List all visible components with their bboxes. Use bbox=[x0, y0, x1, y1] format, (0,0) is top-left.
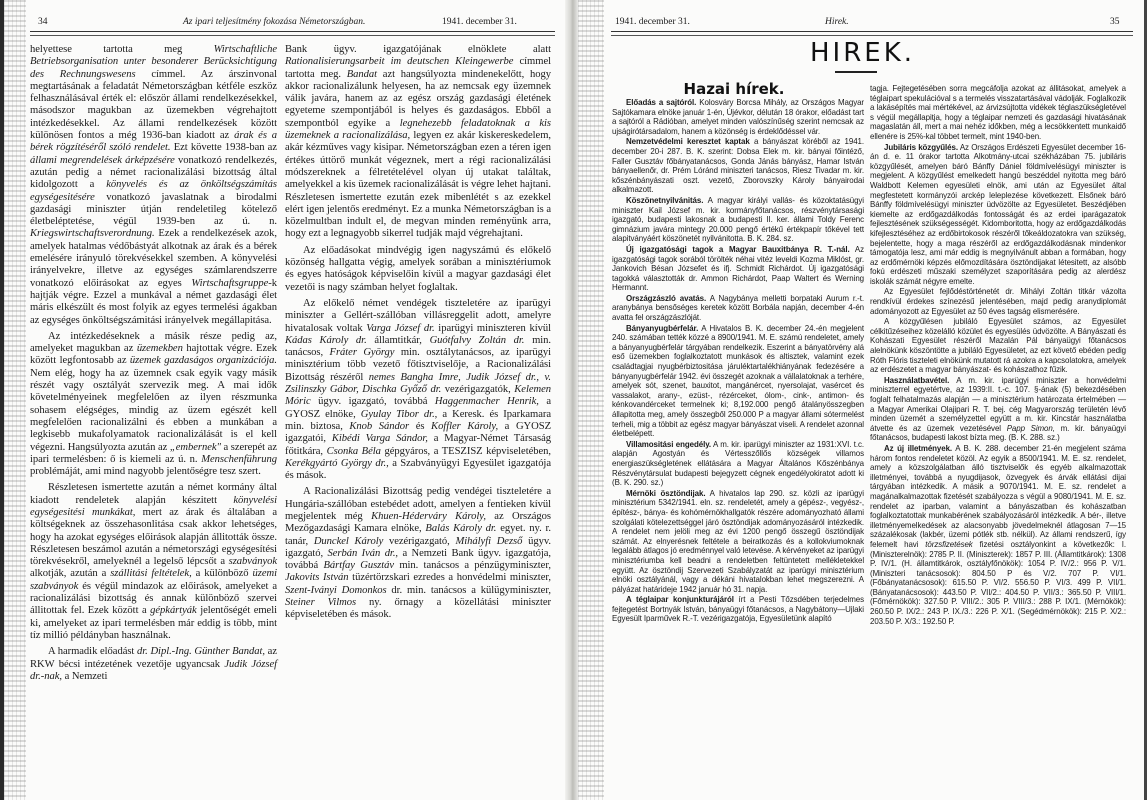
body-text: Az intézkedéseknek a másik része pedig az, amelyeket magukban az bbox=[30, 330, 277, 355]
body-text: ügyv. igazgató, továbbá bbox=[310, 396, 435, 408]
running-head bbox=[38, 17, 558, 31]
body-text: alkotják, azután a bbox=[30, 568, 111, 580]
body-text: A hivatalos lap 290. sz. közli az iparügyi minisztérium 5342/1941. eln. sz. rendeletét, amely a gépész-, vegyész-, építész-, bánya- és kohómérnökhallgatók részére adományozható állami szolgálati kötelezettséggel járó ösztöndijak adományozásáról intézkedik. A rendelet nem jelöli meg az évi 1200 pengő összegű ösztöndijak számát. Az elnyerésnek feltétele a beiratkozás és a kollokviumoknak legalább átlagos jó eredménnyel való letevése. A kérvényeket az iparügyi minisztériumba kell beadni a rendeletben feltüntetett mellékletekkel együtt. Az ösztöndij Szervezeti Szabályzatát az iparügyi minisztérium elnöki osztályánál, vagy a dékáni hivatalokban lehet megszerezni. A pályázat határideje 1942 január hó 31. napja. bbox=[612, 488, 864, 594]
emphasis-text: „embernek" bbox=[169, 441, 221, 453]
paragraph bbox=[30, 331, 277, 479]
header-rule bbox=[30, 31, 555, 36]
paragraph bbox=[870, 317, 1126, 375]
body-text: a Nemzeti Bank ügyv. igazgatója, továbbá bbox=[285, 547, 551, 572]
paragraph-heading: Előadás a sajtóról. bbox=[626, 98, 697, 107]
emphasis-text: Menschenführung bbox=[201, 453, 277, 465]
left-page bbox=[0, 0, 565, 800]
body-text: hajtottak végre. Ezek között legfontosabb az bbox=[30, 343, 277, 367]
body-text: min. osztálytanácsos, az iparügyi minisztérium több vezető főtisztviselője, a Racionalizálási Bizottság részéről bbox=[285, 347, 552, 383]
body-text: államtitkár, bbox=[366, 334, 430, 346]
body-text: a szerepét az ipari termelésben: ő is kiemeli az ú. n. bbox=[30, 441, 277, 465]
issue-date: 1941. december 31. bbox=[442, 17, 517, 27]
paragraph-heading: Villamositási engedély. bbox=[626, 439, 712, 449]
body-text: legyen ez akár kiskereskedelem, akár kézműves vagy kisipar. Németországban ezen a téren igen értékes úttörő munkát végeznek, mert a régi racionalizálási módszereknek a félretételével olyan új utakat találtak, amelyekkel a kis üzemek racionalizálását is végre lehet hajtani. Részletesen ismertette ezután ezek mibenlétét s az ezekkel elért igen jelentős eredményt. Ez a munka Németországban is a közelmultban indult el, de megvan minden reményünk arra, hogy ezt a legnagyobb sikerrel tudják majd végrehajtani. bbox=[285, 130, 551, 240]
paragraph bbox=[285, 44, 551, 241]
emphasis-text: állami megrendelések árképzésére bbox=[30, 154, 175, 166]
title-rule bbox=[835, 71, 877, 73]
body-text: a bányászat köréből az 1941. december 20-i 287. B. K. szerint: Dobsa Elek m. kir. bányai főintéző, Faller Gusztáv főbányatanácsos, Gonda Jánás bányász, Hamar István bányaellenőr, dr. Prém Lóránd miniszteri tanácsos, Riesz Tivadar m. kir. kőszénbányászati oszt. vezető, Zborovszky Károly bányairodai alkalmazott. bbox=[612, 137, 864, 195]
emphasis-text: Knob Sándor bbox=[349, 420, 410, 432]
paragraph bbox=[612, 98, 864, 136]
body-text: jelentőségét emeli ki, amelyeket az ipari termelésben már eddig is több, mint tíz millió példányban használnak. bbox=[30, 605, 277, 641]
body-text: a GYOSZ igazgatói, bbox=[285, 420, 552, 445]
body-text: iparügyi miniszteren kívül bbox=[434, 322, 551, 334]
body-text: Ezek a rendelkezések azok, amelyek hatalmas védőbástyát alkotnak az árak és a bérek emelésére irányuló törekvésekkel szemben. A könyvelési irányelvekre, illetve az egységes számlarendszerre vonatkozó előirásokat az egyes bbox=[30, 228, 277, 289]
emphasis-text: nemes Bangha Imre, Judik József dr., v. Zsilinszky Gábor, Dischka Győző dr. bbox=[285, 371, 551, 396]
section-main-title: HIREK. bbox=[809, 38, 916, 68]
paragraph-heading: A téglaipar konjunkturájáról bbox=[626, 595, 734, 605]
subsection-title: Hazai hírek. bbox=[683, 80, 785, 98]
text-column-2 bbox=[285, 44, 551, 626]
body-text: Bank ügyv. igazgatójának elnöklete alatt bbox=[285, 44, 551, 55]
body-text: Az Országos Erdészeti Egyesület december 16-án d. e. 11 órakor tartotta Alkotmány-utcai székházában 75. jubiláris közgyűlését, amelyen báró Bánffy Dániel földmívelésügyi miniszter is megjelent. A közgyűlést emelkedett hangú beszéddel nyitotta meg báró Waldbott Kelemen egyesületi elnök, ami után az Egyesület által megfestetett kormányzói arckép leleplezése következett. Elsőnek báró Bánffy földmívelésügyi miniszter üdvözölte az Egyesületet. Beszédjében kiemelte az erdőgazdálkodás fontosságát és az erdei iparágazatok fejlesztésének szükségességét. Kidomboritotta, hogy az erdőgazdálkodás kifejlesztéséhez az erdőbirtokosok részéről tőkeáldozatokra van szükség, bejelentette, hogy a maga részéről az erdőgazdálkodásnak mindenkor támogatója lesz, ami már eddig is megnyilvánult abban a formában, hogy az erdőmérnöki képzés előmozdítására ösztöndijakat létesitett, az alsóbb fokú erdészeti műszaki személyzet szaporítására pedig az alerdész iskolák számát négyre emelte. bbox=[870, 142, 1126, 286]
emphasis-text: szállitási feltételek, bbox=[110, 568, 192, 580]
body-text: az Országos Mezőgazdasági Kamara elnöke, bbox=[285, 510, 551, 535]
body-text: vezérigazgató, bbox=[383, 535, 456, 547]
paragraph bbox=[612, 137, 864, 195]
body-text: és végül mindazok az előirások, amelyeket a racionalizálási bizottság és annak különböző szervei állitottak fel. Ezek között a bbox=[30, 580, 277, 617]
body-text: min. tanácsos a pénzügyminiszter, bbox=[394, 560, 551, 572]
emphasis-text: Csonka Béla bbox=[326, 445, 381, 457]
page-number: 35 bbox=[1110, 17, 1120, 27]
body-text: ny. őrnagy a közellátási miniszter képviseletében és mások. bbox=[285, 597, 551, 621]
emphasis-text: üzemekben bbox=[136, 343, 183, 355]
paragraph-heading: Használatbavétel. bbox=[884, 375, 950, 385]
emphasis-text: árak és a bérek rögzítéséről szóló rendelet. bbox=[30, 130, 277, 154]
emphasis-text: Judik József dr.-nak, bbox=[30, 658, 277, 682]
body-text: Részletesen ismertette azután a német kormány által kiadott rendeletek alapján készitett bbox=[30, 482, 277, 506]
body-text: ügyv. igazgató, bbox=[285, 535, 551, 559]
body-text: Az előkelő német vendégek tiszteletére az iparügyi miniszter a Gellért-szállóban villásreggelit adott, amelyre hivatalosak voltak bbox=[285, 297, 551, 334]
emphasis-text: üzemi szabványok bbox=[30, 568, 277, 592]
body-text: Az igazgatósági tagok sorából törölték néhai vitéz leveldi Kozma Miklóst, gr. Jankovich Bésan Józsefet és ifj. Schmidt Richárdot. Új igazgatósági tagokká választották dr. Ammon Richárdot, Paap Waltert és Werning Hermannt. bbox=[612, 244, 864, 293]
body-text: a Magyar-Német Társaság főtitkára, bbox=[285, 433, 552, 457]
paragraph-heading: Mérnöki ösztöndijak. bbox=[626, 488, 706, 498]
emphasis-text: üzemek gazdaságos organizációja. bbox=[129, 355, 277, 367]
body-text: A m. kir. iparügyi miniszter a honvédelmi miniszterrel egyetértve, az 1939:II. t.-c. 107. §-ának (5) bekezdésében foglalt felhatalmazás alapján — a minisztérium határozata értelmében — a Magyar Amerikai Olajipari R. T. bej. cég Magyarország területén lévő minden üzemét a személyzettel együtt a m. kir. Kincstár használatba átvette és az üzemek vezetésével bbox=[870, 375, 1126, 433]
paragraph-heading: Köszönetnyilvánitás. bbox=[626, 195, 704, 205]
body-text: a Szabványügyi Egyesület igazgatója és mások. bbox=[285, 457, 551, 482]
emphasis-text: Guótfalvy Zoltán dr. bbox=[429, 334, 525, 346]
running-title: Az ipari teljesítmény fokozása Németországban. bbox=[183, 17, 366, 27]
paragraph bbox=[30, 482, 277, 642]
emphasis-text: Serbán Iván dr., bbox=[327, 547, 399, 559]
paragraph bbox=[612, 245, 864, 293]
paragraph bbox=[612, 440, 864, 488]
body-text: A B. K. 288. december 21-én megjelent száma három fontos rendeletet közöl. Az egyik a 8500/1941. M. E. sz. rendelet, amely a közszolgálatban álló tisztviselők és egyéb alkalmazottak illetményei, továbbá a nyugdijasok, özvegyek és árvák ellátási dijai tárgyában intézkedik. A másik a 9070/1941. M. E. sz. rendelet a magánalkalmazottak fizetését szabályozza s végül a 9080/1941. M. E. sz. rendelet az iparban, valamint a bányászatban és kohászatban foglalkoztatottak munkabérének szabályozásáról intézkedik. A bér-, illetve illetményemelkedések az alacsonyabb jövedelmeknél átlagosan 7—15 százalékosak (lakbér, üzemi pótlék stb. nélkül). Az állami rendszerű, így felemelt havi bbox=[870, 443, 1126, 549]
emphasis-text: Wirtschaftsgruppe bbox=[191, 277, 269, 289]
body-text: Az előadásokat mindvégig igen nagyszámú és előkelő közönség hallgatta végig, amelyek sorában a minisztériumok és egyes hatóságok képviselőin kívül a magyar gazdasági élet vezetői is nagy számban helyet foglaltak. bbox=[285, 244, 551, 293]
emphasis-text: Dunckel Károly bbox=[313, 535, 384, 547]
body-text: mert az árak és általában a költségeknek az összehasonlitása csak akkor lehetséges, hogy ha azokat egységes előirások alapján állitották össze. Részletesen beszámol azután a németországi egységesítési törekvésekről, amelyeknél a legelső lépcsőt a bbox=[30, 506, 277, 568]
body-text: Az Egyesület fejlődéstörténetét dr. Mihályi Zoltán titkár vázolta rendkívül érdekes színezésű jelentésében, majd pedig aranydiplomát adományozott az Egyesület az 50 éves tagság elismerésére. bbox=[870, 287, 1126, 316]
emphasis-text: Balás Károly dr. bbox=[425, 523, 497, 535]
body-text: Ezt követte 1938-ban az bbox=[170, 142, 277, 154]
emphasis-text: Steiner Vilmos bbox=[285, 597, 357, 609]
paragraph bbox=[30, 44, 277, 327]
body-text: A közgyűlésen jubiláló Egyesület számos, az Egyesület célkitűzéseihez közelálló közület és egyesülés üdvözölte. A Bányászati és Kohászati Egyesület részéről Mazalán Pál bányaügyi főtanácsos alelnökünk köszöntötte a jubiláló Egyesületet, az ezt követő ebéden pedig Róth Flóris tiszteleti elnökünk mutatott rá azokra a kapcsolatokra, amelyek az erdészetet a magyar bányászat- és kohászathoz fűzik. bbox=[870, 317, 1126, 375]
body-text: problémáját, ami mind nagyobb jelentőségre tesz szert. bbox=[30, 466, 261, 478]
paragraph bbox=[612, 294, 864, 323]
body-text: a különböző bbox=[191, 568, 253, 580]
body-text: Kolosváry Borcsa Mihály, az Országos Magyar Sajtókamara elnöke január 1-én, Újévkor, délután 18 órakor, előadást tart a sajtóról a Rádióban, amelyet minden valószínűség szerint nemcsak az ujságirótársadalom, hanem a közönség is érdeklődéssel vár. bbox=[612, 98, 864, 136]
book-gutter bbox=[565, 0, 578, 800]
emphasis-text: Mihályfi Dezső bbox=[455, 535, 523, 547]
paragraph bbox=[612, 489, 864, 595]
paragraph bbox=[870, 376, 1126, 443]
emphasis-text: könyvelés és az önköltségszámítás egységesitésére bbox=[30, 179, 278, 203]
paragraph-heading: Az új illetmények. bbox=[884, 443, 953, 453]
emphasis-text: könyvelési egységesitési munkákat, bbox=[30, 494, 277, 518]
emphasis-text: Papp Simon, bbox=[1006, 423, 1055, 433]
paragraph bbox=[612, 324, 864, 439]
body-text: A Hivatalos B. K. december 24.-én megjelent 240. számában tették közzé a 8900/1941. M. E. számú rendeletet, amely a bányanyugbérfelár tárgyában rendelkezik. Eszerint a bányatörvény alá eső üzemekben foglalkoztatott munkások és altisztek, valamint ezek családtagjai nyugbérbiztositása járuléktartalékhiányának fedezésére a bányanyugbérfelár 1942. évi összegét azoknak a vállalatoknak a terhére, amelyek sót, szenet, bauxitot, mangánércet, nyersolajat, vasércet és vassalakot, arany-, ezüst-, rézérceket, ólom-, cink-, antimon- és kénkovandérceket termelnek ki; 8,192.000 pengő átalányösszegben állapitotta meg, amely összegből 250.000 P a magyar állami sótermelést terheli, mig a többit az egész magyar bányászat viseli. A rendelet azonnal életbelépett. bbox=[612, 323, 864, 439]
body-text: gépgyáros, a TESZISZ képviseletében, bbox=[380, 445, 551, 457]
emphasis-text: Khuen-Héderváry Károly, bbox=[371, 510, 486, 522]
paragraph bbox=[285, 298, 551, 482]
page-number: 34 bbox=[38, 17, 48, 27]
emphasis-text: Bártfay Gusztáv bbox=[323, 560, 395, 572]
body-text: Nem elég, hogy ha az üzemnek csak egyik vagy másik részét vagy osztályát szervezik meg. A mai idők követelményeinek megfelelően az ilyen részmunka sohasem elégséges, mindig az üzem egészét kell megfelelően racionalizálni és ebben a munkában a legkisebb mukafolyamatok racionalizálását is el kell végezni. Hangsúlyozta azután az bbox=[30, 367, 277, 453]
paragraph bbox=[30, 646, 277, 683]
emphasis-text: Gyulay Tibor dr., bbox=[360, 408, 438, 420]
emphasis-text: legnehezebb feladatoknak a kis üzemeknek a racionalizálása, bbox=[285, 117, 551, 142]
body-text: A magyar királyi vallás- és közoktatásügyi miniszter Kail József m. kir. kormányfőtanácsos, részvénytársasági igazgató, budapesti lakosnak a budapesti II. ker. állami Toldy Ferenc gimnázium javára mintegy 20.000 pengő értékű értékpapír tőkével tett alapitványáért köszönetét nyilvánitotta. B. K. 284. sz. bbox=[612, 195, 864, 244]
paragraph-heading: Bányanyugbérfelár. bbox=[626, 323, 699, 333]
paragraph bbox=[870, 143, 1126, 287]
body-text: a Nemzeti bbox=[61, 670, 108, 682]
paragraph bbox=[285, 245, 551, 294]
paragraph bbox=[870, 287, 1126, 316]
right-page bbox=[578, 0, 1147, 800]
body-text: a Keresk. és Iparkamara min. biztosa, bbox=[285, 408, 551, 432]
body-text: az RKW bécsi intézetének vezetője ugyancsak bbox=[30, 646, 277, 670]
paragraph-heading: Nemzetvédelmi keresztet kaptak bbox=[626, 137, 750, 147]
emphasis-text: Bandat bbox=[346, 68, 378, 80]
scan-edge-shadow bbox=[578, 0, 604, 800]
body-text: vonatkozó rendelkezés, azután pedig a német racionalizálási bizottság által kidolgozott a bbox=[30, 154, 277, 191]
running-head bbox=[615, 17, 1125, 31]
body-text: -k hajtják végre. Ezzel a munkával a német gazdasági élet máris elkészült és most folyik az egyes termelési ágakban az egységes önköltségszámitási irányelvek megállapitása. bbox=[30, 277, 277, 326]
body-text: címmel. Az árszinvonal megtartásának a feladatát Németországban kétféle eszköz felhasználásával érték el: először állami rendelkezésekkel, másodszor magukban az üzemekben végrehajtott intézkedésekkel. Az állami rendelkezések között különösen fontos a még 1936-ban kiadott az bbox=[30, 68, 277, 142]
body-text: tüzértörzskari ezredes a honvédelmi miniszter, bbox=[348, 572, 552, 584]
emphasis-text: Kelemen Móric bbox=[285, 384, 551, 408]
emphasis-text: gépkártyák bbox=[150, 605, 197, 617]
body-text: A m. kir. iparügyi miniszter az 1931:XVI. t.c. alapján Agostyán és Vértesszőllős községek villamos energiaszükségletének ellátására a Magyar Általános Kőszénbánya Részvénytársulat budapesti bejegyzett cégnek engedélyokiratot adott ki (B. K. 290. sz.) bbox=[612, 439, 864, 488]
header-rule bbox=[611, 31, 1133, 36]
emphasis-text: Rationalisierungsarbeit im deutschen Kleingewerbe bbox=[285, 56, 514, 68]
body-text: azt hangsúlyozta mindenekelőtt, hogy akkor racionalizálunk helyesen, ha az nemcsak egy üzemnek válik javára, hanem az az egész ország gazdasági életének egyeteme szempontjából is helyes és gazdaságos. Ebből a szempontból egyike a bbox=[285, 68, 551, 129]
emphasis-text: dr. Dipl.-Ing. Günther Bandat, bbox=[137, 646, 265, 658]
body-text: A harmadik előadást bbox=[48, 646, 138, 658]
paragraph bbox=[612, 196, 864, 244]
text-column-1 bbox=[30, 44, 277, 687]
emphasis-text: Kerékgyártó György dr., bbox=[285, 457, 389, 469]
body-text: dr. min. tanácsos a külügyminiszter, bbox=[386, 584, 551, 596]
body-text: fizetési osztályonkint a következők: I. (Miniszterelnök): 2785 P. II. (Miniszterek): 1857 P. III. (Államtitkárok): 1308 P. IV/1. (H. államtitkárok, osztályfőnökök): 1054 P. IV/2.: 956 P. V/1. (Miniszteri tanácsosok): 804.50 P és V/2. 707 P. VI/1. (Főbányatanácsosok): 615.50 P. VI/2. 556.50 P. VI/3. 499 P. VII/1. (Bányatanácsosok): 443.50 P. VII/2.: 404.50 P. VII/3.: 365.50 P. VIII/1. (Főmérnökök): 327.50 P. VIII/2.: 305 P. VIII/3.: 288 P. IX/1. (Mérnökök): 260.50 P. IX/2.: 243 P. IX./3.: 226 P. X/1. (Segédmérnökök): 215 P. X/2.: 203.50 P. X/3.: 192.50 P. bbox=[870, 539, 1126, 626]
paragraph-heading: Új igazgatósági tagok a Magyar Bauxitbánya R. T.-nál. bbox=[626, 244, 850, 254]
emphasis-text: szabványok bbox=[228, 556, 277, 568]
paragraph-heading: Jubiláris közgyűlés. bbox=[884, 142, 958, 152]
scan-border bbox=[0, 0, 4, 800]
emphasis-text: törzsfizetések bbox=[925, 539, 973, 549]
emphasis-text: Koffler Károly, bbox=[431, 420, 499, 432]
body-text: címmel tartotta meg. bbox=[285, 56, 551, 80]
body-text: vonatkozó javaslatnak a birodalmi gazdasági miniszter útján rendeletileg kötelező életbeléptetése, végül 1939-ben az ú. n. bbox=[30, 191, 277, 228]
body-text: A Racionalizálási Bizottság pedig vendégei tiszteletére a Hungária-szállóban estebédet adott, amelyen a fentieken kívül megjelentek még bbox=[285, 486, 551, 522]
emphasis-text: Varga József dr. bbox=[366, 322, 435, 334]
paragraph bbox=[285, 486, 551, 621]
emphasis-text: Kádas Károly dr. bbox=[285, 334, 367, 346]
text-column-2 bbox=[870, 84, 1126, 627]
paragraph bbox=[870, 84, 1126, 142]
body-text: és bbox=[409, 420, 432, 432]
paragraph bbox=[612, 595, 864, 624]
issue-date: 1941. december 31. bbox=[615, 17, 690, 27]
running-title: Hirek. bbox=[825, 17, 849, 27]
body-text: egyet. ny. r. tanár, bbox=[285, 523, 552, 547]
body-text: A Nagybánya melletti borpataki Aurum r.-t. aranybánya bensőséges keretek között Borbála napján, december 4-én avatta fel országzászlóját. bbox=[612, 293, 864, 323]
emphasis-text: Haggenmacher Henrik, bbox=[434, 396, 539, 408]
body-text: min. tanácsos, bbox=[285, 334, 552, 359]
body-text: vezérigazgatók, bbox=[441, 384, 515, 396]
paragraph-heading: Országzászló avatás. bbox=[626, 293, 707, 303]
body-text: helyettese tartotta meg bbox=[30, 44, 214, 55]
body-text: m. kir. bányaügyi főtanácsos, budapesti lakost bízta meg. (B. K. 288. sz.) bbox=[870, 423, 1126, 443]
text-column-1 bbox=[612, 98, 864, 625]
emphasis-text: Jakovits István bbox=[285, 572, 349, 584]
body-text: írt a Pesti Tőzsdében terjedelmes fejtegetést Bortnyák István, bányaügyi főtanácsos, a Nagybátony—Ujlaki Egyesült Iparművek R.-T. vezérigazgatója, Egyesületünk alapító bbox=[612, 595, 864, 624]
emphasis-text: Szent-Iványi Domonkos bbox=[285, 584, 387, 596]
emphasis-text: Wirtschaftliche Betriebsorganisation unter besonderer Berücksichtigung des Rechnungswesens bbox=[30, 44, 277, 80]
emphasis-text: Fráter György bbox=[329, 347, 395, 359]
body-text: tagja. Fejtegetésében sorra megcáfolja azokat az állitásokat, amelyek a téglaipart spekulációval s a termelés visszatartásával vádolják. Foglalkozik a lakásépítés mai mértékével, az árvizsújtotta vidékek téglaszükségletével s végül megállapitja, hogy a téglaipar nemzeti és gazdasági hivatásának magaslatán áll, mert a mai nehéz időkben, még a lecsökkentett munkaidő ellenére is 25%-kal többet termelt, mint 1940-ben. bbox=[870, 84, 1126, 141]
body-text: a GYOSZ elnöke, bbox=[285, 396, 551, 420]
paragraph bbox=[870, 444, 1126, 626]
emphasis-text: Kriegswirtschaftsverordnung. bbox=[30, 228, 155, 240]
emphasis-text: Kibédi Varga Sándor, bbox=[331, 433, 428, 445]
